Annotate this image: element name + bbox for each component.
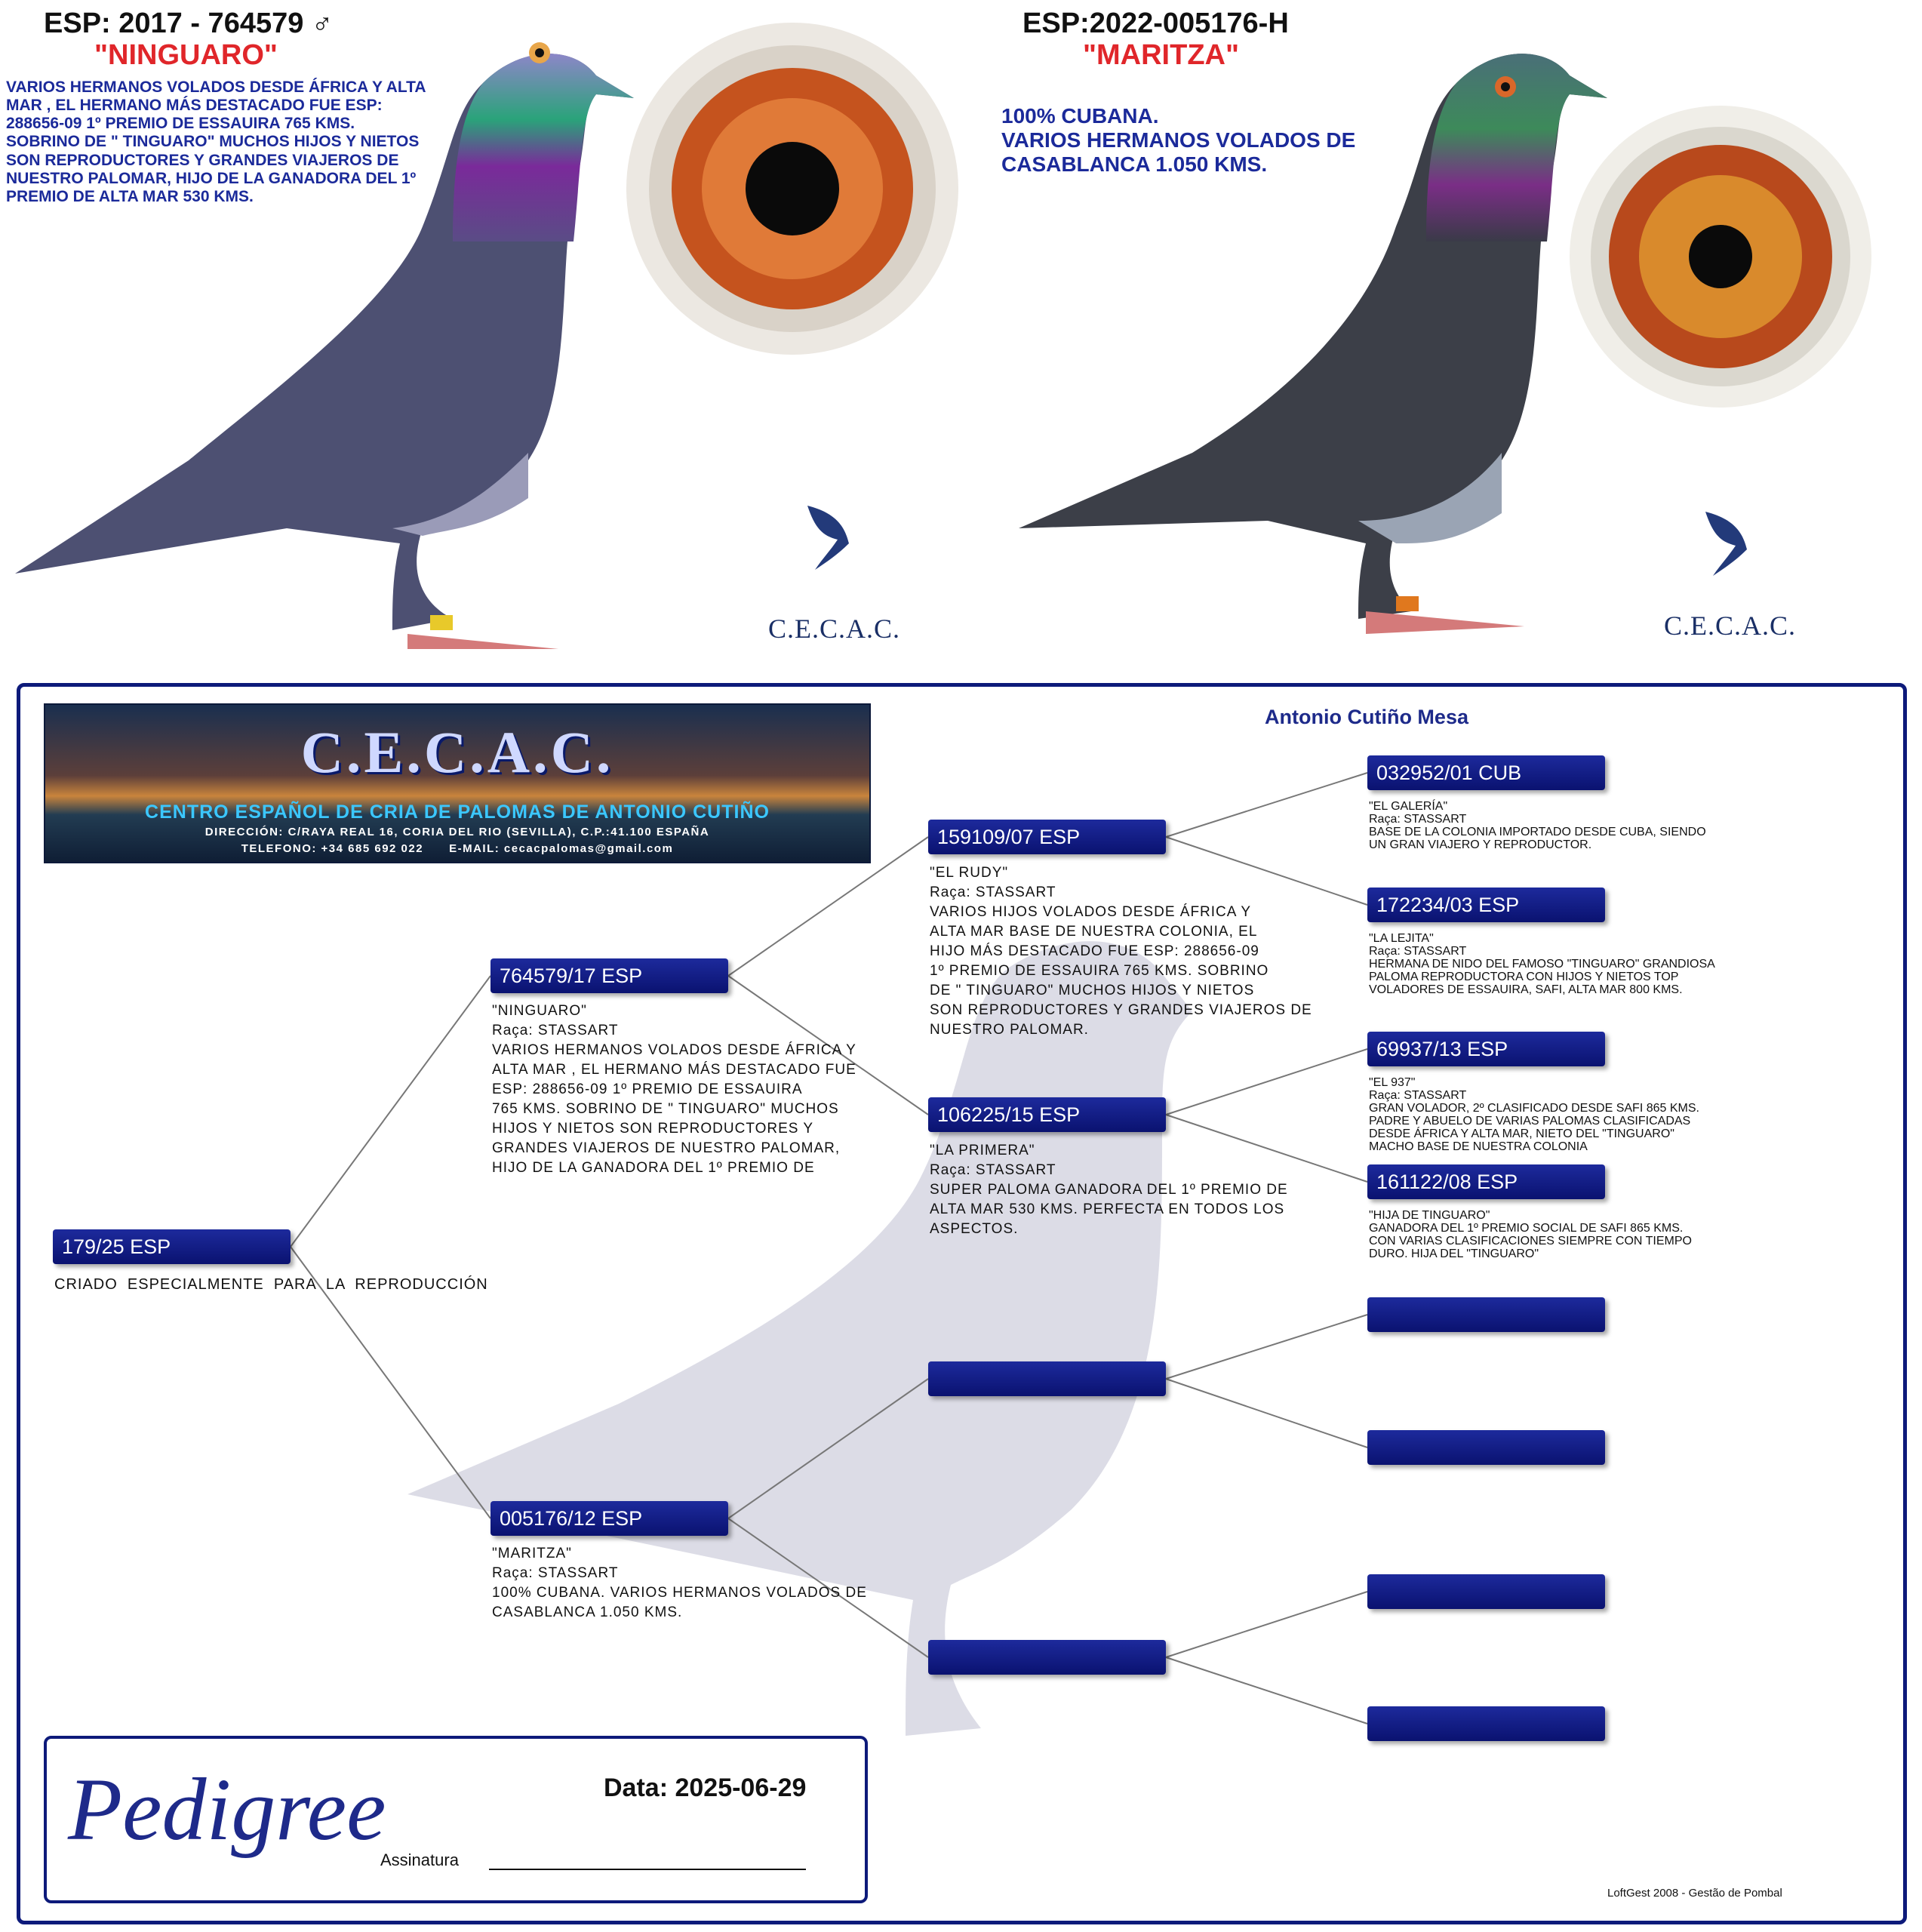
- sds-ring-box[interactable]: 69937/13 ESP: [1367, 1032, 1605, 1066]
- sire-description: VARIOS HERMANOS VOLADOS DESDE ÁFRICA Y ALTA MAR , EL HERMANO MÁS DESTACADO FUE ESP: 288656-09 1º PREMIO DE ESSAUIRA 765 KMS. SOBRINO DE " TINGUARO" MUCHOS HIJOS Y NIETOS SON REPRODUCTORES Y GRANDES VIAJEROS DE NUESTRO PALOMAR, HIJO DE LA GANADORA DEL 1º PREMIO DE ALTA MAR 530 KMS.: [6, 78, 426, 205]
- banner-subtitle: CENTRO ESPAÑOL DE CRIA DE PALOMAS DE ANTONIO CUTIÑO: [145, 801, 770, 823]
- dam-ring-title: ESP:2022-005176-H: [1023, 8, 1289, 39]
- software-footer: LoftGest 2008 - Gestão de Pombal: [1607, 1887, 1782, 1900]
- sire-cecac-mark: C.E.C.A.C.: [768, 614, 901, 644]
- sdd-ring-box[interactable]: 161122/08 ESP: [1367, 1164, 1605, 1199]
- signature-label: Assinatura: [380, 1850, 459, 1869]
- ddd-ring-box[interactable]: [1367, 1706, 1605, 1741]
- ss-ring-box[interactable]: 159109/07 ESP: [928, 820, 1166, 854]
- sire-name: "NINGUARO": [94, 39, 278, 71]
- sd-ring-box[interactable]: 106225/15 ESP: [928, 1097, 1166, 1132]
- sds-info: "EL 937" Raça: STASSART GRAN VOLADOR, 2º CLASIFICADO DESDE SAFI 865 KMS. PADRE Y ABUELO DE VARIAS PALOMAS CLASIFICADAS DESDE ÁFRICA Y ALTA MAR, NIETO DEL "TINGUARO" MACHO BASE DE NUESTRA COLONIA: [1369, 1076, 1699, 1153]
- ss-info: "EL RUDY" Raça: STASSART VARIOS HIJOS VOLADOS DESDE ÁFRICA Y ALTA MAR BASE DE NUESTRA COLONIA, EL HIJO MÁS DESTACADO FUE ESP: 288656-09 1º PREMIO DE ESSAUIRA 765 KMS. SOBRINO DE " TINGUARO" MUCHOS HIJOS Y NIETOS SON REPRODUCTORES Y GRANDES VIAJEROS DE NUESTRO PALOMAR.: [930, 865, 1312, 1038]
- sire-info: "NINGUARO" Raça: STASSART VARIOS HERMANOS VOLADOS DESDE ÁFRICA Y ALTA MAR , EL HERMANO MÁS DESTACADO FUE ESP: 288656-09 1º PREMIO DE ESSAUIRA 765 KMS. SOBRINO DE " TINGUARO" MUCHOS HIJOS Y NIETOS SON REPRODUCTORES Y GRANDES VIAJEROS DE NUESTRO PALOMAR, HIJO DE LA GANADORA DEL 1º PREMIO DE: [492, 1003, 856, 1176]
- dss-ring-box[interactable]: [1367, 1297, 1605, 1332]
- dam-description: 100% CUBANA. VARIOS HERMANOS VOLADOS DE CASABLANCA 1.050 KMS.: [1001, 104, 1356, 177]
- ds-ring-box[interactable]: [928, 1361, 1166, 1396]
- dam-ring-box[interactable]: 005176/12 ESP: [490, 1501, 728, 1536]
- sss-ring-box[interactable]: 032952/01 CUB: [1367, 755, 1605, 790]
- signature-line[interactable]: [489, 1869, 806, 1870]
- banner-contact: TELEFONO: +34 685 692 022 E-MAIL: cecacpalomas@gmail.com: [241, 842, 674, 855]
- dam-cecac-mark: C.E.C.A.C.: [1664, 611, 1797, 641]
- subject-ring-box[interactable]: 179/25 ESP: [53, 1229, 291, 1264]
- ssd-info: "LA LEJITA" Raça: STASSART HERMANA DE NIDO DEL FAMOSO "TINGUARO" GRANDIOSA PALOMA REPRODUCTORA CON HIJOS Y NIETOS TOP VOLADORES DE ESSAUIRA, SAFI, ALTA MAR 800 KMS.: [1369, 932, 1715, 996]
- sdd-info: "HIJA DE TINGUARO" GANADORA DEL 1º PREMIO SOCIAL DE SAFI 865 KMS. CON VARIAS CLASIFICACIONES SIEMPRE CON TIEMPO DURO. HIJA DEL "TINGUARO": [1369, 1209, 1692, 1260]
- dam-info: "MARITZA" Raça: STASSART 100% CUBANA. VARIOS HERMANOS VOLADOS DE CASABLANCA 1.050 KMS.: [492, 1546, 867, 1620]
- sire-ring-box[interactable]: 764579/17 ESP: [490, 958, 728, 993]
- sd-info: "LA PRIMERA" Raça: STASSART SUPER PALOMA GANADORA DEL 1º PREMIO DE ALTA MAR 530 KMS. PERFECTA EN TODOS LOS ASPECTOS.: [930, 1143, 1288, 1237]
- dd-ring-box[interactable]: [928, 1640, 1166, 1675]
- pedigree-date: Data: 2025-06-29: [604, 1774, 807, 1802]
- banner-title: C.E.C.A.C.: [300, 719, 614, 785]
- dam-name: "MARITZA": [1083, 39, 1239, 71]
- sss-info: "EL GALERÍA" Raça: STASSART BASE DE LA COLONIA IMPORTADO DESDE CUBA, SIENDO UN GRAN VIAJERO Y REPRODUCTOR.: [1369, 800, 1706, 851]
- owner-name: Antonio Cutiño Mesa: [1265, 706, 1468, 728]
- sire-ring-title: ESP: 2017 - 764579 ♂: [44, 8, 334, 39]
- ssd-ring-box[interactable]: 172234/03 ESP: [1367, 888, 1605, 922]
- dsd-ring-box[interactable]: [1367, 1430, 1605, 1465]
- banner-address: DIRECCIÓN: C/RAYA REAL 16, CORIA DEL RIO (SEVILLA), C.P.:41.100 ESPAÑA: [205, 826, 710, 838]
- dds-ring-box[interactable]: [1367, 1574, 1605, 1609]
- pedigree-title: Pedigree: [68, 1760, 386, 1859]
- subject-info: CRIADO ESPECIALMENTE PARA LA REPRODUCCIÓN: [54, 1276, 488, 1293]
- signature-box: [44, 1736, 868, 1903]
